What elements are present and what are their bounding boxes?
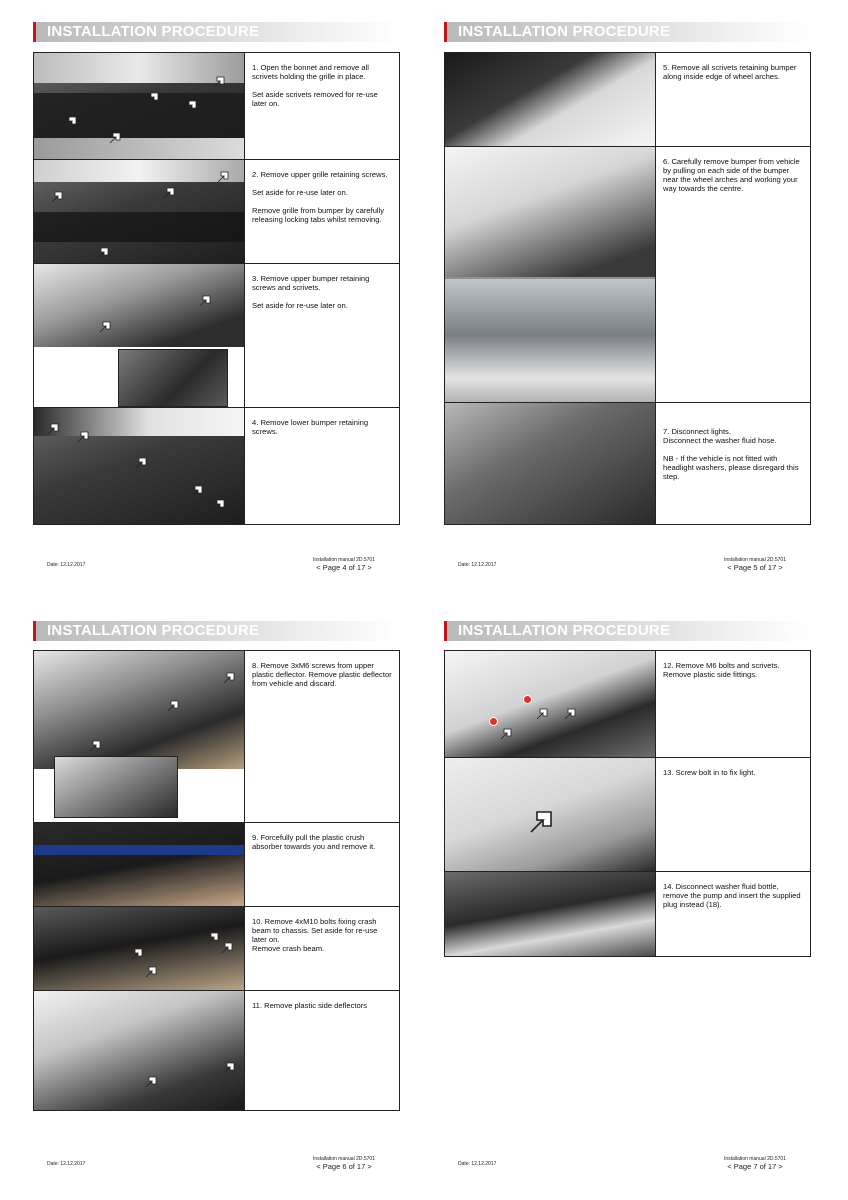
step-row xyxy=(445,403,810,524)
step-row xyxy=(34,264,399,408)
step-8-photo xyxy=(34,651,245,822)
footer-manual: Installation manual 2D.5701 xyxy=(724,557,786,563)
arrow-icon xyxy=(220,941,234,955)
step-row xyxy=(445,53,810,147)
step-text-line: 8. Remove 3xM6 screws from upper plastic deflector. Remove plastic deflector from vehicle and discard. xyxy=(252,661,392,688)
step-text-line: Set aside for re-use later on. xyxy=(252,301,348,310)
step-row xyxy=(34,991,399,1110)
step-text-line: 6. Carefully remove bumper from vehicle by pulling on each side of the bumper near the wheel arches and working your way towards the centre. xyxy=(663,157,800,193)
step-row xyxy=(445,651,810,758)
step-row xyxy=(34,907,399,991)
step-3-text xyxy=(252,274,394,319)
step-3-photo xyxy=(34,264,245,407)
step-11-photo xyxy=(34,991,245,1110)
step-row xyxy=(34,53,399,160)
step-1-photo xyxy=(34,53,245,159)
step-12-text xyxy=(663,661,805,688)
step-7-text xyxy=(663,427,805,490)
step-14-photo xyxy=(445,872,656,956)
footer-manual: Installation manual 2D.5701 xyxy=(313,557,375,563)
step-2-photo xyxy=(34,160,245,263)
step-row xyxy=(34,408,399,524)
arrow-icon xyxy=(50,190,64,204)
footer-manual: Installation manual 2D.5701 xyxy=(313,1156,375,1162)
step-11-text xyxy=(252,1001,394,1019)
arrow-icon xyxy=(108,131,122,145)
step-5-photo xyxy=(445,53,656,146)
arrow-icon xyxy=(222,1061,236,1075)
arrow-icon xyxy=(88,739,102,753)
header-title: INSTALLATION PROCEDURE xyxy=(47,622,260,639)
arrow-icon xyxy=(130,947,144,961)
detail-inset xyxy=(54,756,178,818)
step-10-photo xyxy=(34,907,245,990)
page-number: < Page 7 of 17 > xyxy=(727,1162,783,1171)
step-13-text xyxy=(663,768,805,786)
step-row xyxy=(34,823,399,907)
arrow-icon xyxy=(98,320,112,334)
scrivet-marker xyxy=(523,695,532,704)
step-5-text xyxy=(663,63,805,90)
step-text-line: 10. Remove 4xM10 bolts fixing crash beam to chassis. Set aside for re-use later on. Remove crash beam. xyxy=(252,917,378,953)
step-text-line: 4. Remove lower bumper retaining screws. xyxy=(252,418,369,436)
step-text-line: 14. Disconnect washer fluid bottle, remove the pump and insert the supplied plug instead (18). xyxy=(663,882,801,909)
arrow-icon xyxy=(222,671,236,685)
page-number: < Page 4 of 17 > xyxy=(316,563,372,572)
arrow-icon xyxy=(144,965,158,979)
step-text-line: 9. Forcefully pull the plastic crush absorber towards you and remove it. xyxy=(252,833,376,851)
step-text-line: NB - If the vehicle is not fitted with headlight washers, please disregard this step. xyxy=(663,454,799,481)
step-text-line: 5. Remove all scrivets retaining bumper along inside edge of wheel arches. xyxy=(663,63,797,81)
header-title: INSTALLATION PROCEDURE xyxy=(47,23,260,40)
page-number: < Page 5 of 17 > xyxy=(727,563,783,572)
header-title: INSTALLATION PROCEDURE xyxy=(458,622,671,639)
arrow-icon xyxy=(76,430,90,444)
step-7-photo xyxy=(445,403,656,524)
arrow-icon xyxy=(206,931,220,945)
arrow-icon xyxy=(166,699,180,713)
step-text-line: 13. Screw bolt in to fix light. xyxy=(663,768,756,777)
step-13-photo xyxy=(445,758,656,871)
detail-inset xyxy=(118,349,228,407)
step-1-text xyxy=(252,63,394,117)
arrow-icon xyxy=(212,75,226,89)
step-row xyxy=(445,758,810,872)
arrow-icon xyxy=(96,246,110,260)
step-6-photo xyxy=(445,147,656,402)
footer-date: Date: 12.12.2017 xyxy=(47,562,86,568)
footer-date: Date: 12.12.2017 xyxy=(47,1161,86,1167)
step-2-text xyxy=(252,170,394,233)
section-header xyxy=(444,22,810,42)
arrow-icon xyxy=(198,294,212,308)
arrow-icon xyxy=(144,1075,158,1089)
footer-manual: Installation manual 2D.5701 xyxy=(724,1156,786,1162)
arrow-icon xyxy=(535,707,549,721)
section-header xyxy=(444,621,810,641)
page-7 xyxy=(444,621,824,1181)
arrow-icon xyxy=(190,484,204,498)
arrow-icon xyxy=(499,727,513,741)
page-4 xyxy=(33,22,413,582)
steps-table xyxy=(33,52,400,525)
footer-date: Date: 12.12.2017 xyxy=(458,1161,497,1167)
step-text-line: 7. Disconnect lights. Disconnect the washer fluid hose. xyxy=(663,427,777,445)
steps-table xyxy=(33,650,400,1111)
page-5 xyxy=(444,22,824,582)
arrow-icon xyxy=(46,422,60,436)
step-8-text xyxy=(252,661,394,697)
step-10-text xyxy=(252,917,394,962)
step-9-text xyxy=(252,833,394,860)
step-text-line: 3. Remove upper bumper retaining screws and scrivets. xyxy=(252,274,370,292)
step-text-line: 1. Open the bonnet and remove all scrivets holding the grille in place. xyxy=(252,63,369,81)
step-4-photo xyxy=(34,408,245,524)
arrow-icon xyxy=(527,808,555,836)
arrow-icon xyxy=(563,707,577,721)
page-6 xyxy=(33,621,413,1181)
arrow-icon xyxy=(216,170,230,184)
header-title: INSTALLATION PROCEDURE xyxy=(458,23,671,40)
step-text-line: 2. Remove upper grille retaining screws. xyxy=(252,170,388,179)
section-header xyxy=(33,621,399,641)
arrow-icon xyxy=(184,99,198,113)
arrow-icon xyxy=(134,456,148,470)
step-row xyxy=(445,147,810,403)
arrow-icon xyxy=(146,91,160,105)
step-row xyxy=(445,872,810,956)
step-row xyxy=(34,160,399,264)
step-text-line: 11. Remove plastic side deflectors xyxy=(252,1001,368,1010)
step-text-line: Remove grille from bumper by carefully releasing locking tabs whilst removing. xyxy=(252,206,385,224)
arrow-icon xyxy=(212,498,226,512)
step-6-text xyxy=(663,157,805,202)
steps-table xyxy=(444,52,811,525)
step-12-photo xyxy=(445,651,656,757)
section-header xyxy=(33,22,399,42)
footer-date: Date: 12.12.2017 xyxy=(458,562,497,568)
arrow-icon xyxy=(162,186,176,200)
step-text-line: 12. Remove M6 bolts and scrivets. Remove plastic side fittings. xyxy=(663,661,780,679)
step-row xyxy=(34,651,399,823)
scrivet-marker xyxy=(489,717,498,726)
step-14-text xyxy=(663,882,805,918)
arrow-icon xyxy=(64,115,78,129)
step-4-text xyxy=(252,418,394,445)
step-text-line: Set aside scrivets removed for re-use later on. xyxy=(252,90,378,108)
steps-table xyxy=(444,650,811,957)
page-number: < Page 6 of 17 > xyxy=(316,1162,372,1171)
step-text-line: Set aside for re-use later on. xyxy=(252,188,348,197)
step-9-photo xyxy=(34,823,245,906)
